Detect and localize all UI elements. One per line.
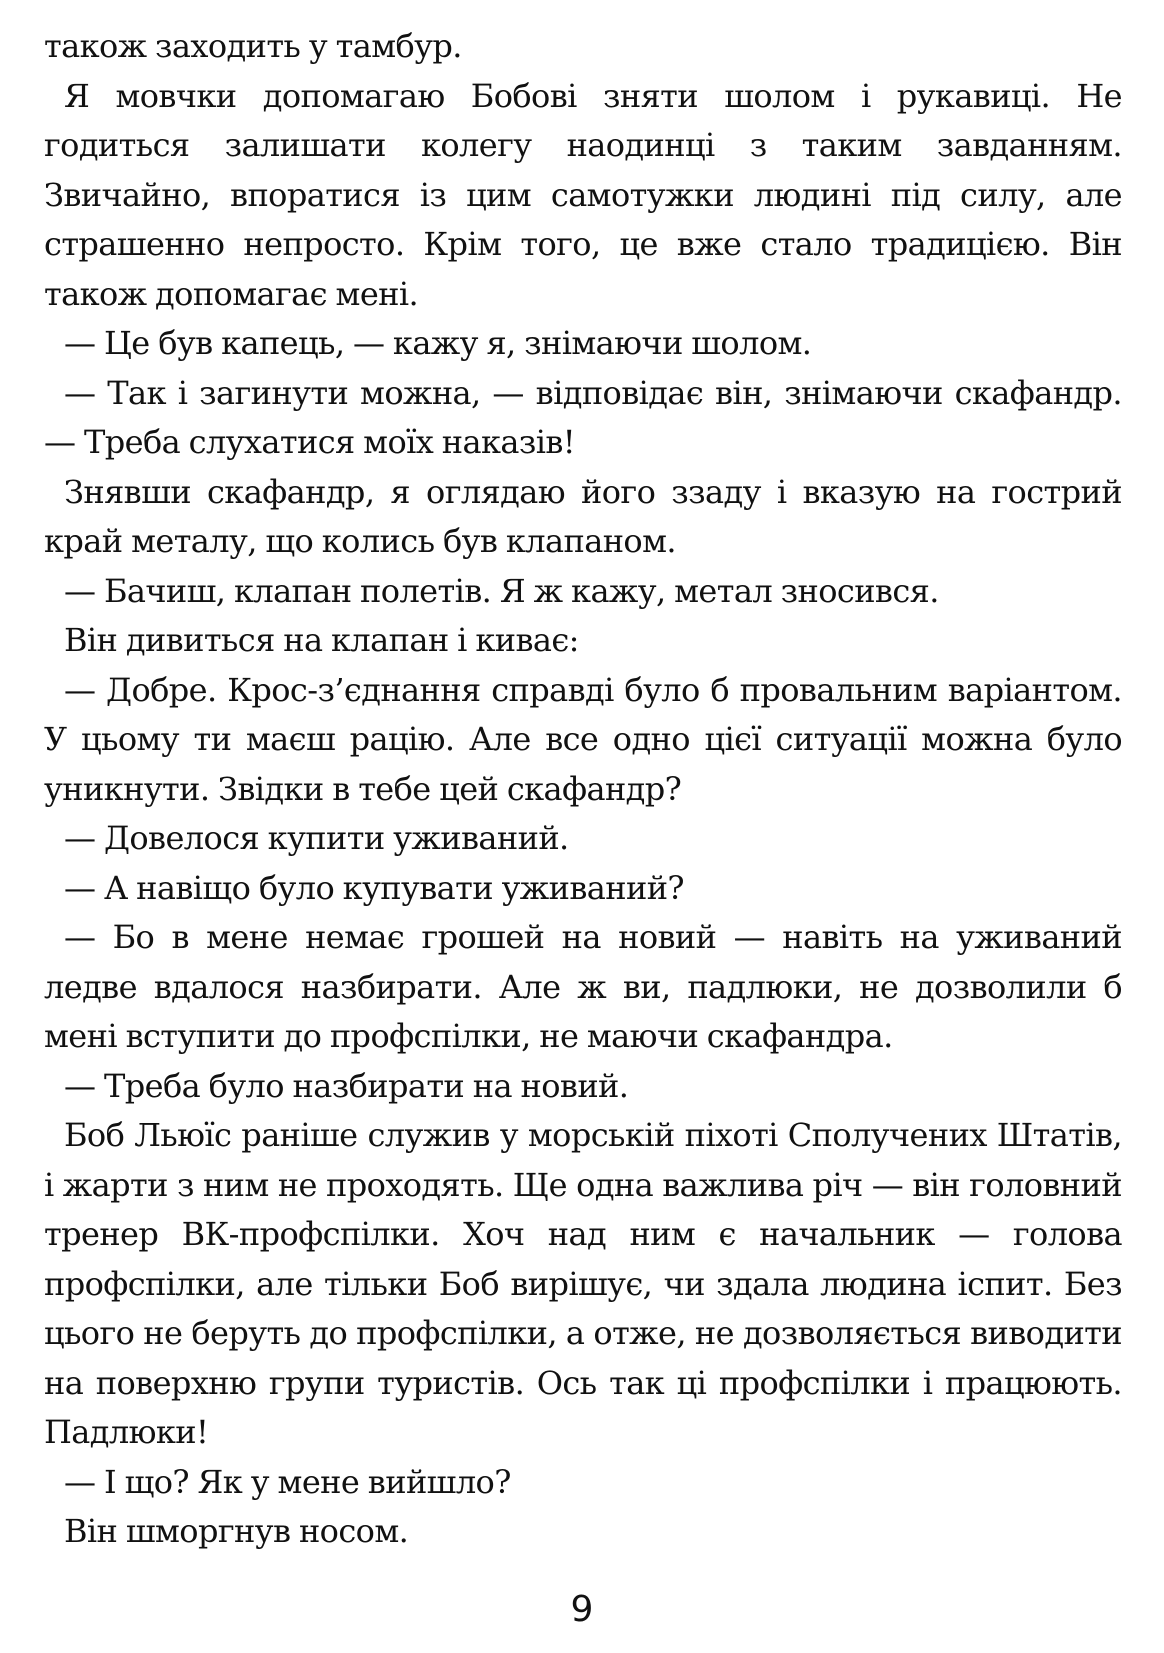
paragraph-dialogue: — Треба було назбирати на новий. — [64, 1066, 629, 1105]
paragraph-dialogue: — Бачиш, клапан полетів. Я ж кажу, метал зносився. — [64, 571, 939, 610]
paragraph-dialogue: — Добре. Крос-з’єднання справді було б провальним варіантом. У цьому ти маєш рацію. Але все одно цієї ситуації можна було уникнути. Звідки в тебе цей скафандр? — [44, 670, 1122, 808]
paragraph-dialogue: — Довелося купити уживаний. — [64, 819, 569, 857]
paragraph-dialogue: — Так і загинути можна, — відповідає він, знімаючи скафандр. — Треба слухатися моїх наказів! — [44, 373, 1122, 461]
paragraph-narration: Я мовчки допомагаю Бобові зняти шолом і рукавиці. Не годиться залишати колегу наодинці з таким завданням. Звичайно, впоратися із цим самотужки людині під силу, але страшенно непросто. Крім того, це вже стало традицією. Він також допомагає мені. — [44, 76, 1122, 313]
paragraph-dialogue: — Бо в мене немає грошей на новий — навіть на уживаний ледве вдалося назбирати. Але ж ви, падлюки, не дозволили б мені вступити до профспілки, не маючи скафандра. — [44, 918, 1122, 1055]
page-number: 9 — [570, 1589, 594, 1630]
body-text — [44, 22, 1122, 1557]
paragraph-dialogue: — Це був капець, — кажу я, знімаючи шолом. — [64, 324, 812, 362]
paragraph-dialogue: — А навіщо було купувати уживаний? — [64, 868, 684, 907]
paragraph-narration: Боб Льюїс раніше служив у морській піхоті Сполучених Штатів, і жарти з ним не проходять. Ще одна важлива річ — він головний тренер ВК-профспілки. Хоч над ним є начальник — голова профспілки, але тільки Боб вирішує, чи здала людина іспит. Без цього не беруть до профспілки, а отже, не дозволяється виводити на поверхню групи туристів. Ось так ці профспілки і працюють. Падлюки! — [44, 1116, 1122, 1451]
paragraph-dialogue: — І що? Як у мене вийшло? — [64, 1462, 511, 1501]
paragraph-narration: Знявши скафандр, я оглядаю його ззаду і вказую на гострий край металу, що колись був клапаном. — [44, 472, 1122, 560]
paragraph-narration: Він шморгнув носом. — [64, 1512, 409, 1550]
paragraph-narration: Він дивиться на клапан і киває: — [64, 621, 579, 659]
paragraph-continuation: також заходить у тамбур. — [44, 27, 462, 65]
